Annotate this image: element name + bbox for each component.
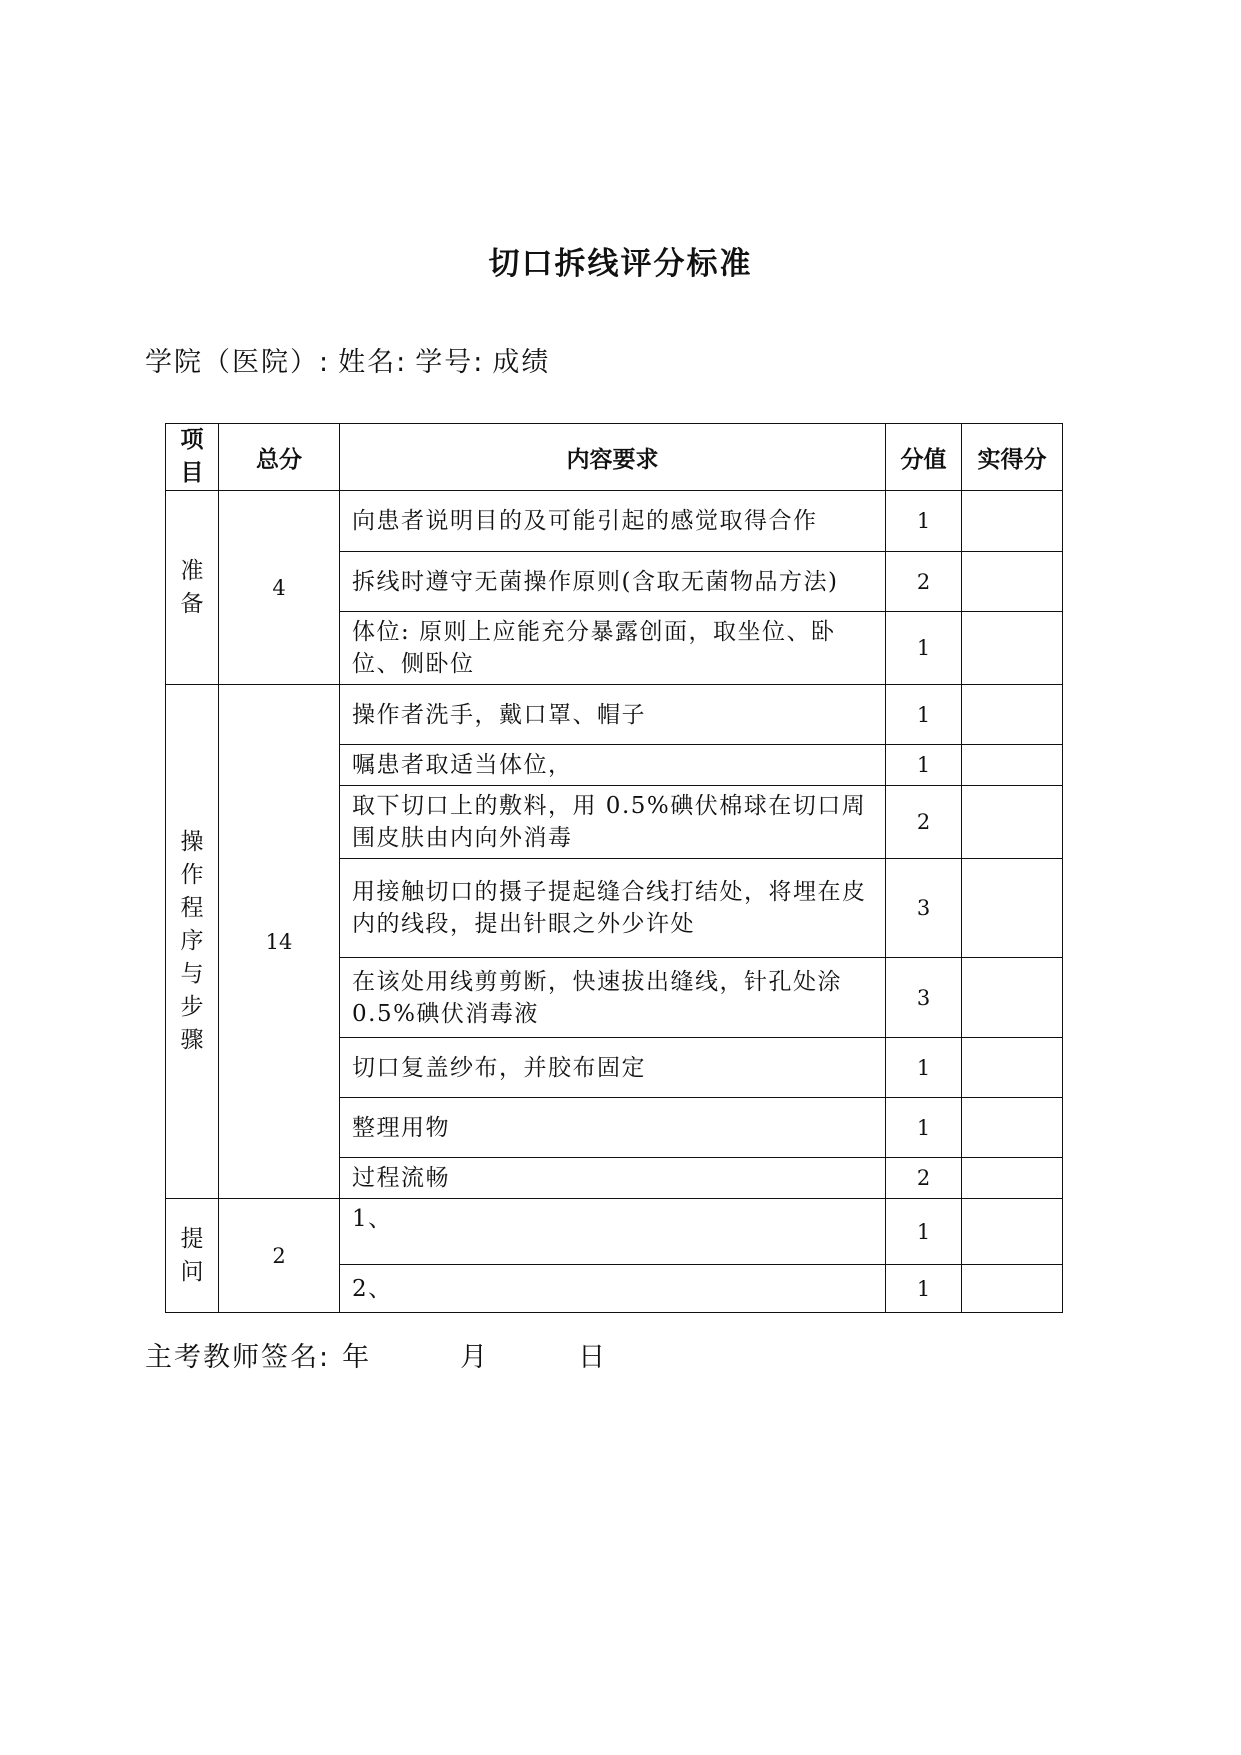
scoring-table (165, 423, 1063, 1313)
score-cell: 3 (886, 859, 962, 958)
score-cell: 2 (886, 552, 962, 612)
section-total-prep: 4 (219, 491, 340, 685)
actual-score-cell[interactable] (962, 1265, 1063, 1313)
score-cell: 1 (886, 745, 962, 786)
actual-score-cell[interactable] (962, 1038, 1063, 1098)
score-cell: 2 (886, 786, 962, 859)
signature-label: 主考教师签名: (145, 1342, 331, 1373)
actual-score-cell[interactable] (962, 491, 1063, 552)
score-cell: 1 (886, 1265, 962, 1313)
month-label: 月 (460, 1342, 490, 1373)
section-item-prep: 准备 (166, 491, 219, 685)
score-cell: 1 (886, 1199, 962, 1265)
content-cell: 操作者洗手，戴口罩、帽子 (340, 685, 886, 745)
content-cell: 在该处用线剪剪断，快速拔出缝线，针孔处涂 0.5%碘伏消毒液 (340, 958, 886, 1038)
score-cell: 1 (886, 685, 962, 745)
content-cell: 向患者说明目的及可能引起的感觉取得合作 (340, 491, 886, 552)
table-header-row (166, 424, 1063, 491)
name-label: 姓名: (338, 347, 408, 378)
section-item-procedure: 操作程序与步骤 (166, 685, 219, 1199)
header-score: 分值 (886, 424, 962, 491)
header-item: 项目 (166, 424, 219, 491)
score-cell: 1 (886, 1038, 962, 1098)
actual-score-cell[interactable] (962, 745, 1063, 786)
section-total-questions: 2 (219, 1199, 340, 1313)
table-row (166, 1199, 1063, 1265)
content-cell: 2、 (340, 1265, 886, 1313)
score-cell: 1 (886, 612, 962, 685)
page-title: 切口拆线评分标准 (488, 246, 753, 282)
year-label: 年 (342, 1342, 372, 1373)
score-cell: 3 (886, 958, 962, 1038)
actual-score-cell[interactable] (962, 958, 1063, 1038)
actual-score-cell[interactable] (962, 859, 1063, 958)
day-label: 日 (578, 1342, 608, 1373)
content-cell: 体位: 原则上应能充分暴露创面，取坐位、卧位、侧卧位 (340, 612, 886, 685)
content-cell: 切口复盖纱布，并胶布固定 (340, 1038, 886, 1098)
header-total: 总分 (219, 424, 340, 491)
section-total-procedure: 14 (219, 685, 340, 1199)
header-content: 内容要求 (340, 424, 886, 491)
actual-score-cell[interactable] (962, 612, 1063, 685)
student-id-label: 学号: (415, 347, 485, 378)
actual-score-cell[interactable] (962, 1158, 1063, 1199)
college-label: 学院（医院）: (145, 347, 331, 378)
score-cell: 2 (886, 1158, 962, 1199)
score-cell: 1 (886, 1098, 962, 1158)
content-cell: 嘱患者取适当体位， (340, 745, 886, 786)
actual-score-cell[interactable] (962, 685, 1063, 745)
table-row (166, 685, 1063, 745)
grade-label: 成绩 (492, 347, 551, 378)
actual-score-cell[interactable] (962, 1098, 1063, 1158)
content-cell: 取下切口上的敷料，用 0.5%碘伏棉球在切口周围皮肤由内向外消毒 (340, 786, 886, 859)
content-cell: 拆线时遵守无菌操作原则(含取无菌物品方法) (340, 552, 886, 612)
signature-line (145, 1335, 607, 1374)
actual-score-cell[interactable] (962, 786, 1063, 859)
header-actual: 实得分 (962, 424, 1063, 491)
actual-score-cell[interactable] (962, 552, 1063, 612)
content-cell: 用接触切口的摄子提起缝合线打结处，将埋在皮内的线段，提出针眼之外少许处 (340, 859, 886, 958)
table-row (166, 491, 1063, 552)
content-cell: 整理用物 (340, 1098, 886, 1158)
student-info-line (145, 340, 558, 379)
score-cell: 1 (886, 491, 962, 552)
content-cell: 1、 (340, 1199, 886, 1265)
content-cell: 过程流畅 (340, 1158, 886, 1199)
actual-score-cell[interactable] (962, 1199, 1063, 1265)
section-item-questions: 提问 (166, 1199, 219, 1313)
